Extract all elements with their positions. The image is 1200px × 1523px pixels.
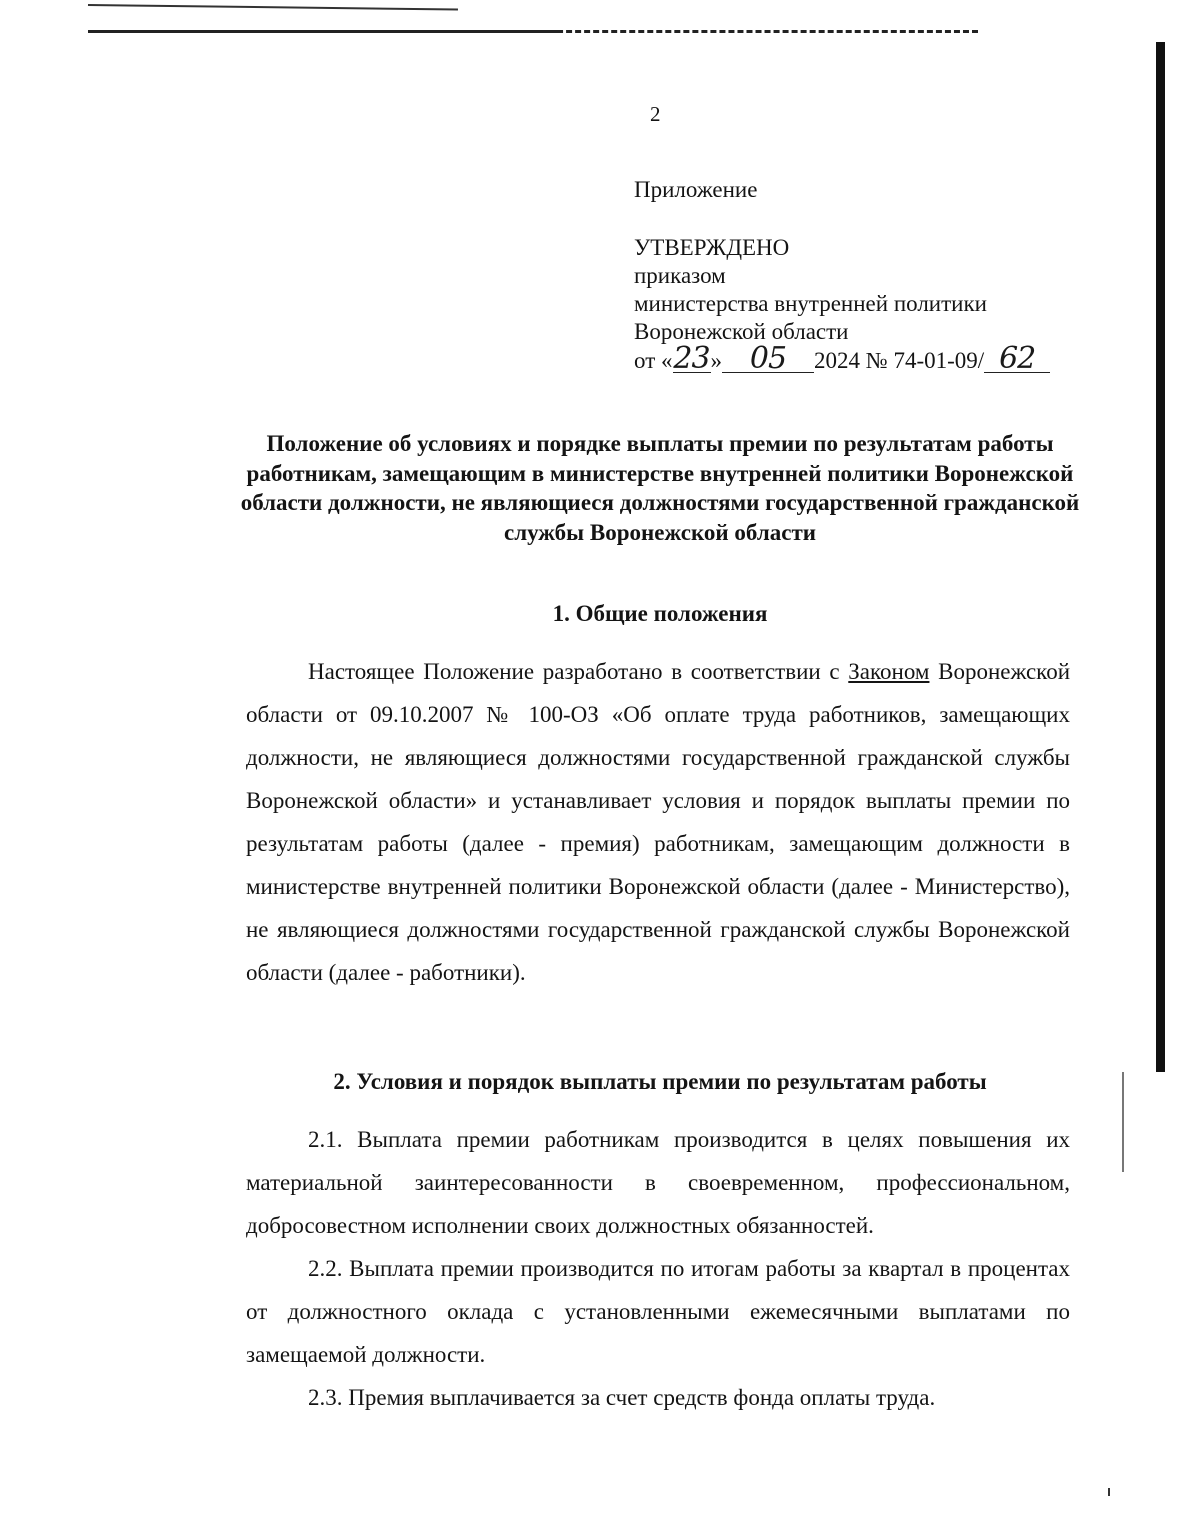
handwritten-order-number: 62: [984, 346, 1050, 373]
handwritten-month: 05: [722, 346, 814, 373]
approved-stamp-text: УТВЕРЖДЕНО: [634, 235, 790, 260]
date-year-number: 2024 № 74-01-09/: [814, 348, 985, 373]
paragraph: 2.2. Выплата премии производится по итогам работы за квартал в процентах от должностного оклада с установленными ежемесячными выплатами по замещаемой должности.: [246, 1256, 1070, 1367]
approval-line: приказом: [634, 263, 726, 288]
scan-speck: [1108, 1488, 1110, 1496]
approval-line: Воронежской области: [634, 319, 849, 344]
handwritten-day: 23: [673, 341, 710, 376]
document-title: Положение об условиях и порядке выплаты премии по результатам работы работникам, замещающим в министерстве внутренней политики Воронежской области должности, не являющиеся должностями государственной гражданской службы Воронежской области: [240, 431, 1080, 545]
annex-label: Приложение: [634, 177, 758, 202]
paragraph: 2.3. Премия выплачивается за счет средств фонда оплаты труда.: [308, 1385, 936, 1410]
order-date-line: [634, 341, 1050, 376]
paragraph-text: Воронежской области от 09.10.2007 № 100-ОЗ «Об оплате труда работников, замещающих должности, не являющиеся должностями государственной гражданской службы Воронежской области» и устанавливает условия и порядок выплаты премии по результатам работы (далее - премия) работникам, замещающим должности в министерстве внутренней политики Воронежской области (далее - Министерство), не являющиеся должностями государственной гражданской службы Воронежской области (далее - работники).: [246, 659, 1070, 985]
scan-artifact-line: [88, 30, 558, 33]
section-heading: 1. Общие положения: [552, 601, 768, 626]
paragraph: [246, 650, 1070, 994]
paragraph-text: Настоящее Положение разработано в соответствии с: [308, 659, 849, 684]
date-quote-close: »: [710, 348, 722, 373]
approval-block: [634, 176, 1050, 375]
scan-artifact-line: [88, 4, 458, 11]
scan-edge-shadow: [1156, 42, 1165, 1072]
page-number: 2: [650, 102, 661, 126]
date-prefix: от «: [634, 348, 673, 373]
paragraph: 2.1. Выплата премии работникам производится в целях повышения их материальной заинтересованности в своевременном, профессиональном, добросовестном исполнении своих должностных обязанностей.: [246, 1127, 1070, 1238]
approval-line: министерства внутренней политики: [634, 291, 987, 316]
section-heading: 2. Условия и порядок выплаты премии по результатам работы: [333, 1069, 987, 1094]
law-link[interactable]: Законом: [848, 659, 930, 684]
